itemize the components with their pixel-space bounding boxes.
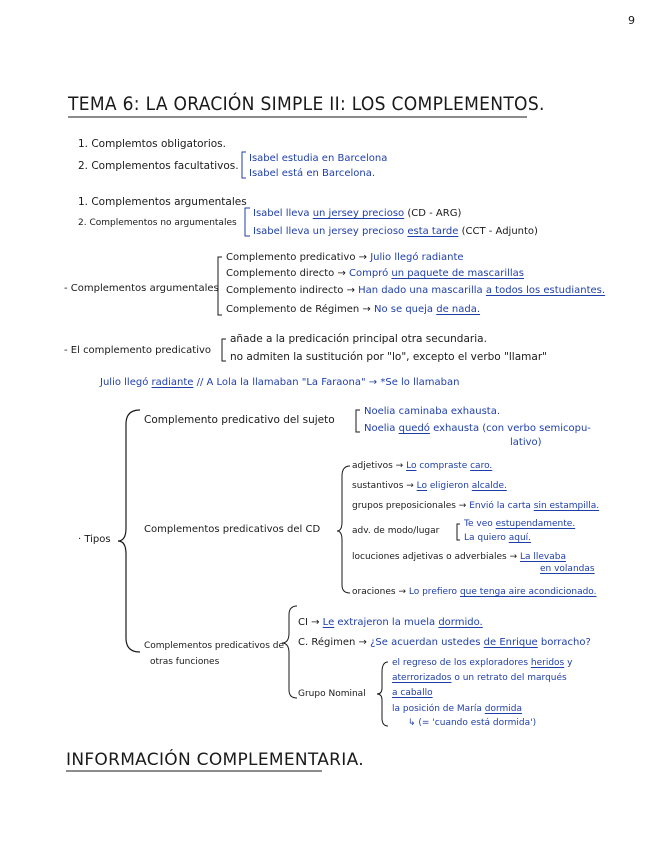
row-indirecto: Complemento indirecto → Han dado una mascarilla a todos los estudiantes. (226, 285, 606, 296)
label-tipos: · Tipos (78, 534, 111, 545)
cd-locuciones-cont: en volandas (540, 564, 595, 574)
label-otras-funciones-1: Complementos predicativos de (144, 641, 284, 651)
gn-example-4: la posición de María dormida (392, 704, 523, 714)
example-caminaba: Noelia caminaba exhausta. (364, 406, 501, 417)
list-item-obligatorios: 1. Complemtos obligatorios. (78, 138, 226, 150)
otras-regimen: C. Régimen → ¿Se acuerdan ustedes de Enrique borracho? (298, 637, 591, 648)
cd-grupos-preposicionales: grupos preposicionales → Envió la carta sin estampilla. (352, 501, 600, 511)
label-predicativos-cd: Complementos predicativos del CD (144, 524, 321, 535)
label-complemento-predicativo: - El complemento predicativo (64, 345, 212, 356)
row-regimen: Complemento de Régimen → No se queja de nada. (226, 304, 481, 315)
cd-adverbios: adv. de modo/lugar (352, 526, 440, 536)
cd-locuciones: locuciones adjetivas o adverbiales → La llevaba (352, 552, 566, 562)
label-predicativo-sujeto: Complemento predicativo del sujeto (144, 414, 335, 426)
section-title-informacion: INFORMACIÓN COMPLEMENTARIA. (66, 750, 364, 770)
cd-sustantivos: sustantivos → Lo eligieron alcalde. (352, 481, 507, 491)
page-title: TEMA 6: LA ORACIÓN SIMPLE II: LOS COMPLEMENTOS. (68, 93, 545, 115)
example-semicopulativo: lativo) (510, 437, 542, 448)
example-radiante-faraona: Julio llegó radiante // A Lola la llamaban "La Faraona" → *Se lo llamaban (100, 377, 460, 388)
row-directo: Complemento directo → Compró un paquete de mascarillas (226, 268, 524, 279)
gn-example-2: aterrorizados o un retrato del marqués (392, 673, 567, 683)
cd-adv-example-1: Te veo estupendamente. (464, 519, 576, 529)
otras-grupo-nominal: Grupo Nominal (298, 689, 366, 699)
otras-ci: CI → Le extrajeron la muela dormido. (298, 617, 483, 628)
cd-oraciones: oraciones → Lo prefiero que tenga aire acondicionado. (352, 587, 597, 597)
list-item-no-argumentales: 2. Complementos no argumentales (78, 218, 237, 228)
gn-example-3: a caballo (392, 688, 433, 698)
label-otras-funciones-2: otras funciones (150, 657, 220, 667)
example-estudia: Isabel estudia en Barcelona (249, 153, 388, 164)
gn-example-1: el regreso de los exploradores heridos y (392, 658, 573, 668)
label-complementos-argumentales: - Complementos argumentales (64, 283, 219, 294)
cd-adjetivos: adjetivos → Lo compraste caro. (352, 461, 493, 471)
list-item-facultativos: 2. Complementos facultativos. (78, 160, 239, 172)
list-item-argumentales: 1. Complementos argumentales (78, 196, 247, 208)
cd-adv-example-2: La quiero aquí. (464, 533, 532, 543)
example-cd-arg: Isabel lleva un jersey precioso (CD - ARG) (253, 208, 462, 219)
example-cct-adjunto: Isabel lleva un jersey precioso esta tarde (CCT - Adjunto) (253, 226, 538, 237)
example-esta: Isabel está en Barcelona. (249, 168, 376, 179)
row-predicativo: Complemento predicativo → Julio llegó radiante (226, 252, 464, 263)
gn-example-5: ↳ (= 'cuando está dormida') (408, 718, 537, 728)
page-number: 9 (628, 14, 635, 27)
predicativo-rule-2: no admiten la sustitución por "lo", excepto el verbo "llamar" (230, 351, 547, 363)
example-quedo: Noelia quedó exhausta (con verbo semicopu- (364, 423, 591, 434)
predicativo-rule-1: añade a la predicación principal otra secundaria. (230, 333, 487, 345)
